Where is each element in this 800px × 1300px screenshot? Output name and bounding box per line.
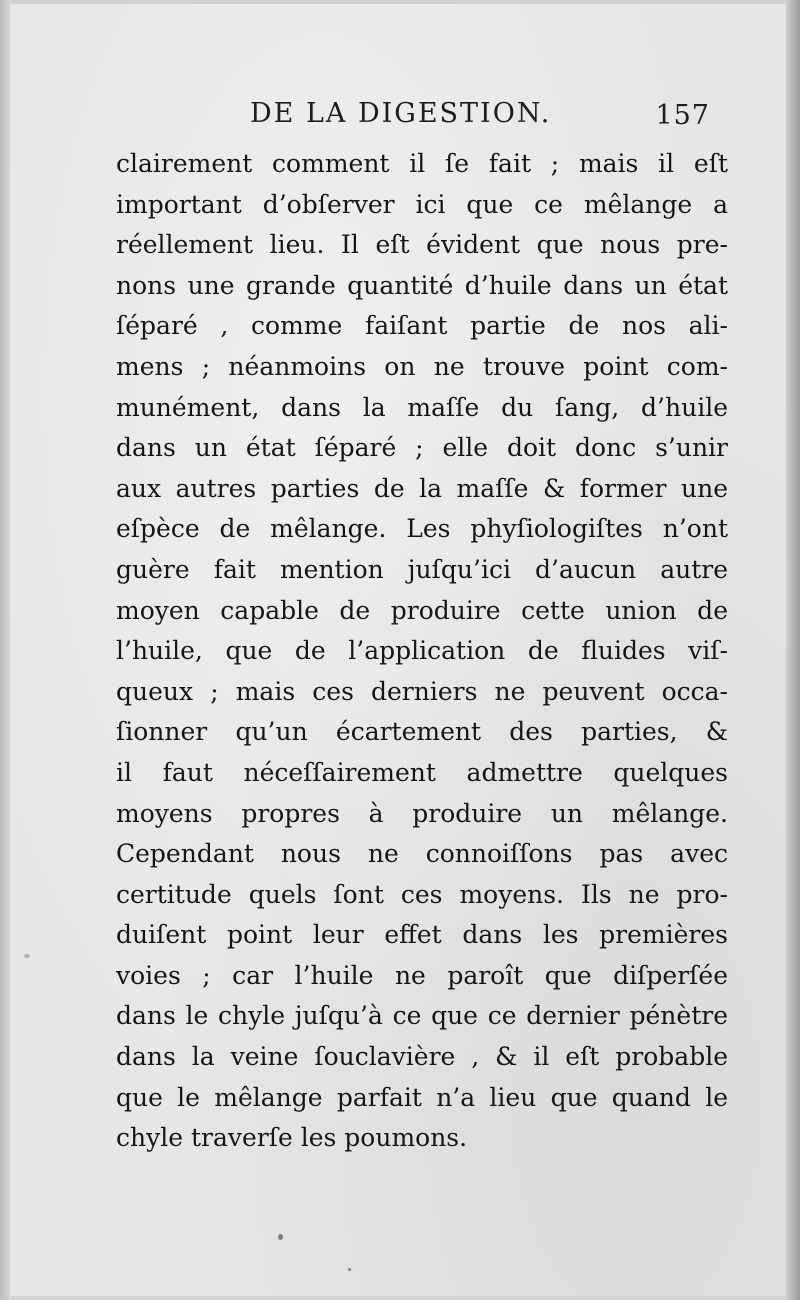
text-line: dans le chyle juſqu’à ce que ce dernier pénètre	[116, 1001, 728, 1031]
text-line: moyen capable de produire cette union de	[116, 595, 728, 625]
text-line: dans un état ſéparé ; elle doit donc s’unir	[116, 433, 728, 463]
text-line: chyle traverſe les poumons.	[116, 1123, 468, 1153]
text-line: mens ; néanmoins on ne trouve point com-	[116, 351, 728, 381]
text-line: dans la veine ſouclavière , & il eſt probable	[116, 1042, 728, 1072]
text-line: moyens propres à produire un mêlange.	[116, 798, 728, 828]
page-number: 157	[655, 100, 710, 131]
text-line: munément, dans la maſſe du ſang, d’huile	[116, 392, 728, 422]
text-line: ſéparé , comme faiſant partie de nos ali-	[116, 311, 728, 341]
ink-speck	[348, 1268, 351, 1271]
ink-speck	[278, 1234, 283, 1240]
text-line: clairement comment il ſe fait ; mais il eſt	[116, 149, 728, 178]
text-line: ſionner qu’un écartement des parties, &	[116, 717, 728, 747]
body-text	[116, 144, 728, 1159]
text-line: voies ; car l’huile ne paroît que diſperſée	[116, 960, 728, 990]
text-line: réellement lieu. Il eſt évident que nous pre-	[116, 230, 728, 260]
text-line: guère fait mention juſqu’ici d’aucun autre	[116, 554, 728, 584]
text-line: aux autres parties de la maſſe & former une	[116, 473, 728, 503]
text-line: Cependant nous ne connoiſſons pas avec	[116, 839, 728, 869]
text-line: important d’obſerver ici que ce mêlange a	[116, 189, 728, 219]
text-line: il faut néceſſairement admettre quelques	[116, 757, 728, 787]
text-line: duiſent point leur effet dans les premières	[116, 920, 728, 950]
ink-speck	[24, 954, 30, 958]
text-line: queux ; mais ces derniers ne peuvent occa-	[116, 676, 728, 706]
text-line: l’huile, que de l’application de fluides viſ-	[116, 636, 728, 666]
page-right-edge	[786, 0, 800, 1300]
running-head	[250, 98, 720, 138]
text-line: nons une grande quantité d’huile dans un état	[116, 270, 728, 300]
text-line: eſpèce de mêlange. Les phyſiologiſtes n’ont	[116, 514, 728, 544]
text-line: que le mêlange parfait n’a lieu que quand le	[116, 1082, 728, 1112]
text-line: certitude quels ſont ces moyens. Ils ne pro-	[116, 879, 728, 909]
running-title: DE LA DIGESTION.	[250, 98, 552, 129]
